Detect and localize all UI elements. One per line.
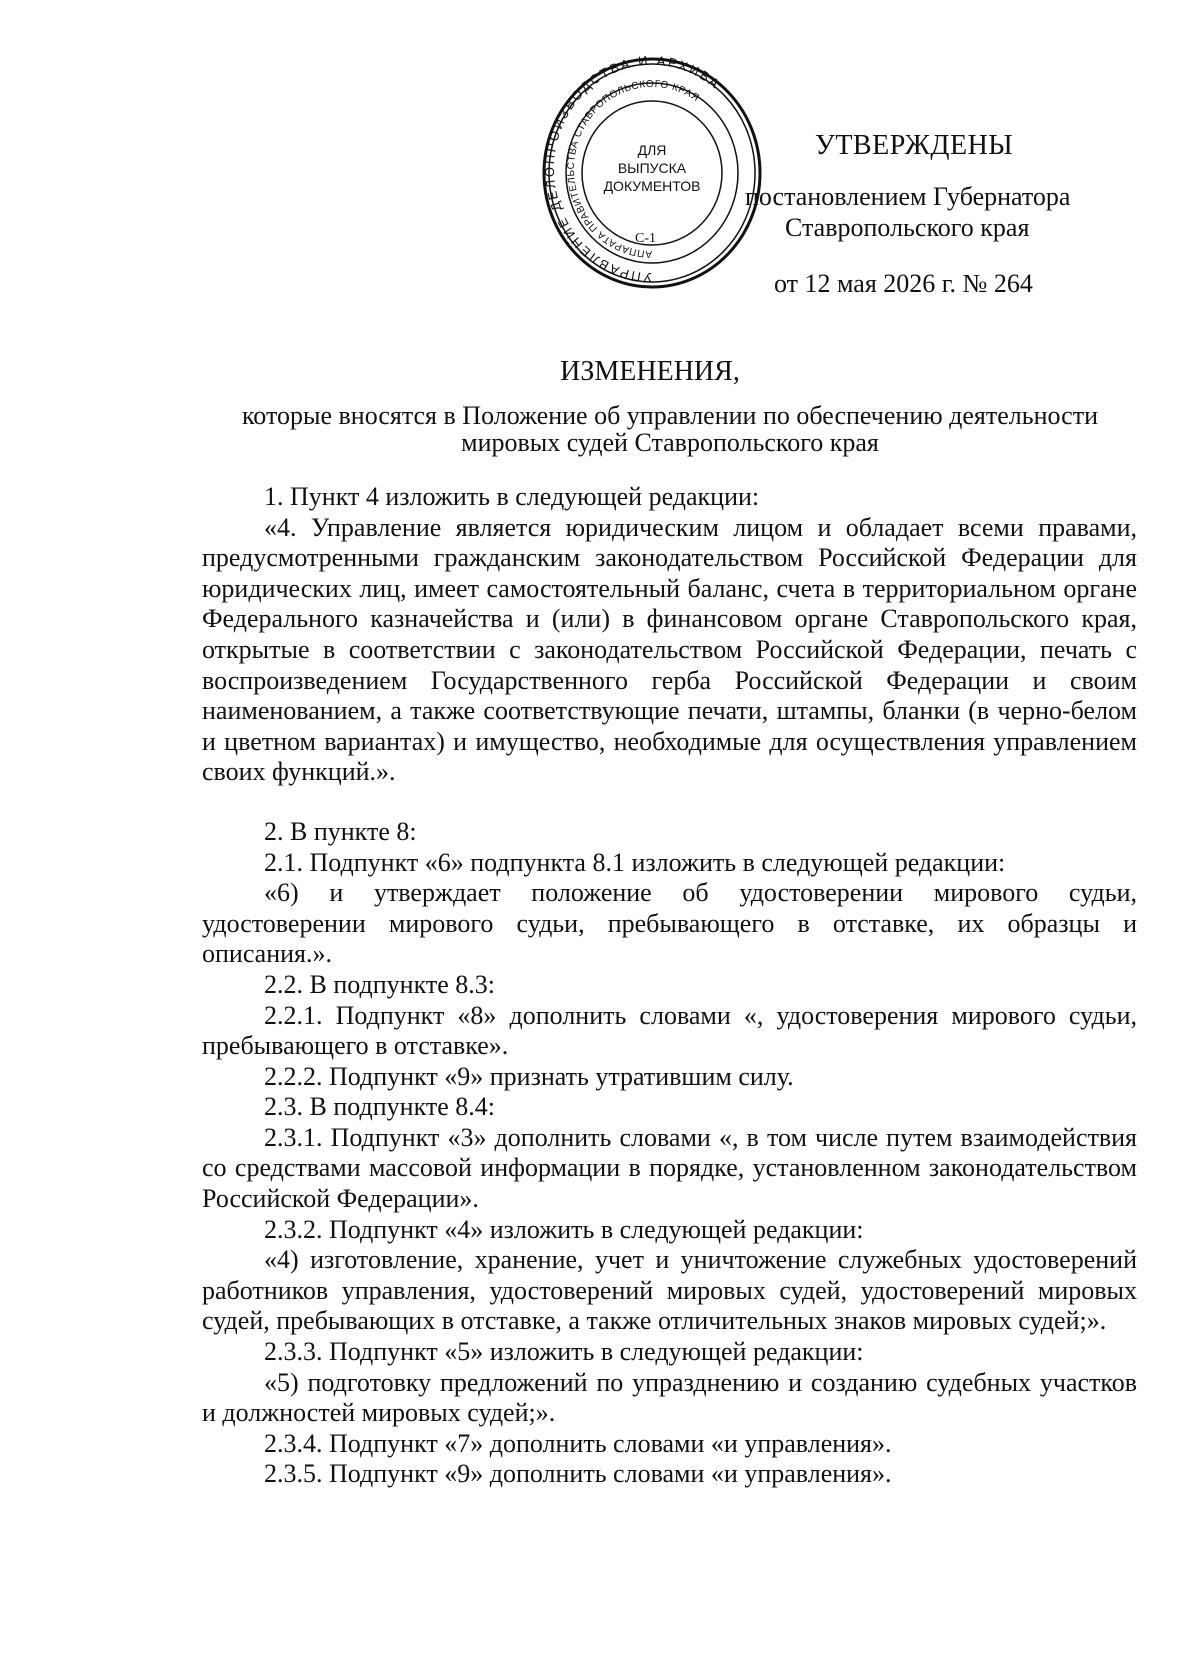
paragraph-2-3-3-quote: «5) подготовку предложений по упразднению и созданию судебных участков и должностей мировых судей;».	[202, 1367, 1137, 1428]
paragraph-2-2-2: 2.2.2. Подпункт «9» признать утратившим силу.	[264, 1061, 794, 1091]
paragraph-2-2: 2.2. В подпункте 8.3:	[264, 969, 495, 999]
stamp-inner-text: АППАРАТА ПРАВИТЕЛЬСТВА СТАВРОПОЛЬСКОГО КРАЯ	[565, 78, 702, 260]
paragraph-2-1: 2.1. Подпункт «6» подпункта 8.1 изложить в следующей редакции:	[264, 847, 1006, 877]
stamp-center-line-2: ВЫПУСКА	[617, 160, 687, 176]
paragraph-2-3-2: 2.3.2. Подпункт «4» изложить в следующей редакции:	[264, 1214, 864, 1244]
paragraph-2-1-quote: «6) и утверждает положение об удостоверении мирового судьи, удостоверении мирового судьи, пребывающего в отставке, их образцы и описания.».	[202, 878, 1137, 969]
stamp-code: С-1	[635, 231, 656, 246]
stamp-graphic	[541, 55, 763, 291]
paragraph-2-3: 2.3. В подпункте 8.4:	[264, 1092, 495, 1122]
paragraph-2-3-4: 2.3.4. Подпункт «7» дополнить словами «и управления».	[264, 1428, 892, 1458]
official-stamp	[541, 55, 763, 291]
paragraph-2-3-2-quote: «4) изготовление, хранение, учет и уничтожение служебных удостоверений работников управления, удостоверений мировых судей, удостоверений мировых судей, пребывающих в отставке, а также отличительных знаков мировых судей;».	[202, 1245, 1137, 1336]
paragraph-2-3-5: 2.3.5. Подпункт «9» дополнить словами «и управления».	[264, 1459, 892, 1489]
paragraph-2-2-1: 2.2.1. Подпункт «8» дополнить словами «, удостоверения мирового судьи, пребывающего в отставке».	[202, 1000, 1137, 1061]
approval-date: от 12 мая 2026 г. № 264	[774, 269, 1033, 298]
paragraph-2-3-3: 2.3.3. Подпункт «5» изложить в следующей редакции:	[264, 1337, 864, 1367]
stamp-center-line-1: ДЛЯ	[637, 142, 667, 158]
approval-line-1: постановлением Губернатора	[745, 182, 1071, 211]
approval-line-2: Ставропольского края	[785, 213, 1030, 242]
document-subtitle: которые вносятся в Положение об управлении по обеспечению деятельности мировых судей Ставропольского края	[242, 401, 1098, 457]
stamp-center-line-3: ДОКУМЕНТОВ	[603, 178, 701, 194]
paragraph-1-quote: «4. Управление является юридическим лицом и обладает всеми правами, предусмотренными гражданским законодательством Российской Федерации для юридических лиц, имеет самостоятельный баланс, счета в территориальном органе Федерального казначейства и (или) в финансовом органе Ставропольского края, открытые в соответствии с законодательством Российской Федерации, печать с воспроизведением Государственного герба Российской Федерации и своим наименованием, а также соответствующие печати, штампы, бланки (в черно-белом и цветном вариантах) и имущество, необходимые для осуществления управлением своих функций.».	[202, 512, 1137, 787]
stamp-outer-text: УПРАВЛЕНИЕ ДЕЛОПРОИЗВОДСТВА И АРХИВА	[541, 55, 724, 286]
document-title: ИЗМЕНЕНИЯ,	[560, 356, 740, 387]
paragraph-2: 2. В пункте 8:	[264, 816, 417, 846]
paragraph-2-3-1: 2.3.1. Подпункт «3» дополнить словами «, в том числе путем взаимодействия со средствами массовой информации в порядке, установленном законодательством Российской Федерации».	[202, 1122, 1137, 1214]
document-body	[202, 482, 1137, 1490]
approval-heading: УТВЕРЖДЕНЫ	[815, 130, 1014, 161]
paragraph-1: 1. Пункт 4 изложить в следующей редакции:	[264, 482, 760, 511]
